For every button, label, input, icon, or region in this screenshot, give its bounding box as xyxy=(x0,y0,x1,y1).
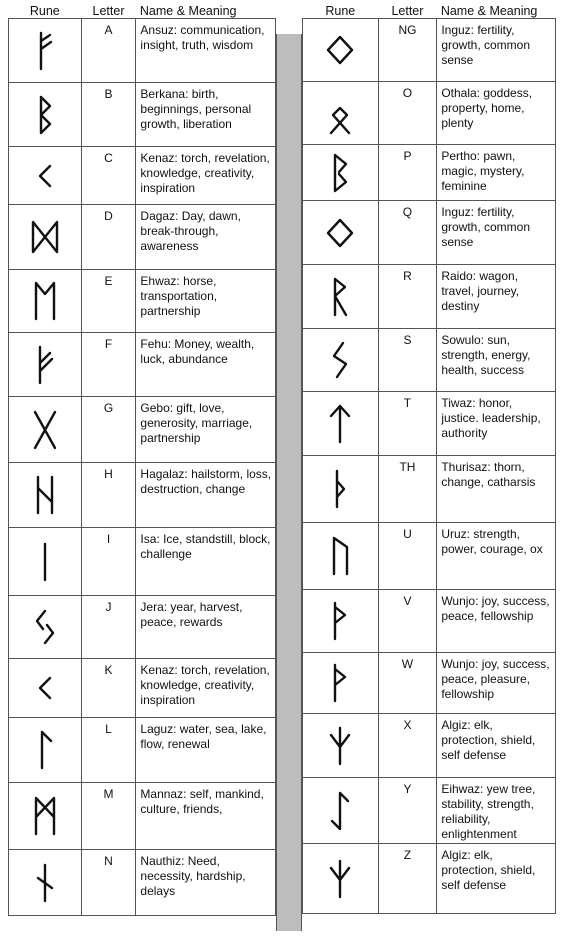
meaning-cell: Dagaz: Day, dawn, break-through, awareness xyxy=(136,205,276,270)
meaning-cell: Gebo: gift, love, generosity, marriage, partnership xyxy=(136,397,276,463)
letter-cell: A xyxy=(81,19,136,83)
rune-row xyxy=(303,201,556,265)
kenaz-rune-icon xyxy=(30,153,60,199)
rune-row xyxy=(9,83,276,147)
meaning-cell: Wunjo: joy, success, peace, fellowship xyxy=(437,590,556,653)
rune-row xyxy=(303,778,556,844)
dagaz-rune-icon xyxy=(30,214,60,260)
rune-row xyxy=(9,205,276,270)
letter-cell: NG xyxy=(378,19,437,82)
meaning-cell: Berkana: birth, beginnings, personal growth, liberation xyxy=(136,83,276,147)
rune-row xyxy=(303,653,556,714)
inguz-rune-icon xyxy=(325,210,355,256)
hagalaz-rune-icon xyxy=(30,472,60,518)
letter-cell: O xyxy=(378,82,437,145)
meaning-cell: Laguz: water, sea, lake, flow, renewal xyxy=(136,718,276,783)
letter-cell: W xyxy=(378,653,437,714)
eihwaz-rune-icon xyxy=(325,788,355,834)
rune-cell xyxy=(303,590,379,653)
rune-cell xyxy=(303,844,379,914)
meaning-cell: Pertho: pawn, magic, mystery, feminine xyxy=(437,145,556,201)
rune-cell xyxy=(303,456,379,523)
rune-row xyxy=(303,456,556,523)
rune-cell xyxy=(9,205,82,270)
letter-cell: C xyxy=(81,147,136,205)
rune-cell xyxy=(303,265,379,329)
header-letter: Letter xyxy=(391,4,424,18)
rune-row xyxy=(9,850,276,916)
rune-row xyxy=(303,329,556,392)
rune-row xyxy=(9,783,276,850)
rune-row xyxy=(9,270,276,333)
header-meaning: Name & Meaning xyxy=(139,4,237,18)
letter-cell: TH xyxy=(378,456,437,523)
rune-table-left xyxy=(8,0,276,916)
letter-cell: K xyxy=(81,659,136,718)
rune-cell xyxy=(9,397,82,463)
meaning-cell: Sowulo: sun, strength, energy, health, success xyxy=(437,329,556,392)
letter-cell: X xyxy=(378,714,437,778)
jera-rune-icon xyxy=(30,604,60,650)
meaning-cell: Inguz: fertility, growth, common sense xyxy=(437,19,556,82)
header-meaning: Name & Meaning xyxy=(440,4,538,18)
header-rune: Rune xyxy=(325,4,356,18)
rune-row xyxy=(9,147,276,205)
rune-row xyxy=(9,463,276,528)
column-divider xyxy=(276,34,302,931)
rune-cell xyxy=(9,333,82,397)
letter-cell: Z xyxy=(378,844,437,914)
meaning-cell: Uruz: strength, power, courage, ox xyxy=(437,523,556,590)
rune-cell xyxy=(303,329,379,392)
nauthiz-rune-icon xyxy=(30,860,60,906)
rune-row xyxy=(9,596,276,659)
letter-cell: Y xyxy=(378,778,437,844)
meaning-cell: Isa: Ice, standstill, block, challenge xyxy=(136,528,276,596)
meaning-cell: Kenaz: torch, revelation, knowledge, creativity, inspiration xyxy=(136,147,276,205)
letter-cell: P xyxy=(378,145,437,201)
rune-cell xyxy=(9,659,82,718)
rune-cell xyxy=(9,270,82,333)
rune-row xyxy=(303,714,556,778)
rune-cell xyxy=(9,147,82,205)
rune-row xyxy=(303,523,556,590)
rune-cell xyxy=(9,783,82,850)
letter-cell: F xyxy=(81,333,136,397)
letter-cell: L xyxy=(81,718,136,783)
algiz-rune-icon xyxy=(325,723,355,769)
rune-cell xyxy=(303,653,379,714)
rune-cell xyxy=(303,392,379,456)
meaning-cell: Hagalaz: hailstorm, loss, destruction, change xyxy=(136,463,276,528)
header-letter: Letter xyxy=(92,4,125,18)
rune-row xyxy=(303,145,556,201)
meaning-cell: Ehwaz: horse, transportation, partnership xyxy=(136,270,276,333)
tiwaz-rune-icon xyxy=(325,401,355,447)
letter-cell: J xyxy=(81,596,136,659)
pertho-rune-icon xyxy=(325,150,355,196)
ehwaz-rune-icon xyxy=(30,278,60,324)
rune-cell xyxy=(303,714,379,778)
rune-row xyxy=(303,590,556,653)
meaning-cell: Jera: year, harvest, peace, rewards xyxy=(136,596,276,659)
header-rune: Rune xyxy=(29,4,60,18)
rune-row xyxy=(303,844,556,914)
rune-cell xyxy=(303,201,379,265)
letter-cell: Q xyxy=(378,201,437,265)
meaning-cell: Othala: goddess, property, home, plenty xyxy=(437,82,556,145)
othala-rune-icon xyxy=(325,90,355,136)
meaning-cell: Eihwaz: yew tree, stability, strength, reliability, enlightenment xyxy=(437,778,556,844)
meaning-cell: Nauthiz: Need, necessity, hardship, delays xyxy=(136,850,276,916)
letter-cell: I xyxy=(81,528,136,596)
letter-cell: V xyxy=(378,590,437,653)
rune-cell xyxy=(9,850,82,916)
berkana-rune-icon xyxy=(30,92,60,138)
rune-row xyxy=(303,265,556,329)
meaning-cell: Algiz: elk, protection, shield, self defense xyxy=(437,714,556,778)
letter-cell: H xyxy=(81,463,136,528)
meaning-cell: Inguz: fertility, growth, common sense xyxy=(437,201,556,265)
mannaz-rune-icon xyxy=(30,793,60,839)
meaning-cell: Mannaz: self, mankind, culture, friends, xyxy=(136,783,276,850)
rune-table-right xyxy=(302,0,556,914)
ansuz-rune-icon xyxy=(30,28,60,74)
header-row xyxy=(303,0,556,19)
rune-cell xyxy=(303,145,379,201)
rune-table-left-grid xyxy=(8,0,276,916)
rune-cell xyxy=(9,718,82,783)
meaning-cell: Algiz: elk, protection, shield, self defense xyxy=(437,844,556,914)
sowulo-rune-icon xyxy=(325,337,355,383)
rune-row xyxy=(9,718,276,783)
meaning-cell: Kenaz: torch, revelation, knowledge, creativity, inspiration xyxy=(136,659,276,718)
fehu-rune-icon xyxy=(30,342,60,388)
rune-row xyxy=(9,333,276,397)
laguz-rune-icon xyxy=(30,727,60,773)
letter-cell: E xyxy=(81,270,136,333)
meaning-cell: Fehu: Money, wealth, luck, abundance xyxy=(136,333,276,397)
inguz-rune-icon xyxy=(325,27,355,73)
kenaz-rune-icon xyxy=(30,665,60,711)
meaning-cell: Ansuz: communication, insight, truth, wisdom xyxy=(136,19,276,83)
letter-cell: S xyxy=(378,329,437,392)
meaning-cell: Thurisaz: thorn, change, catharsis xyxy=(437,456,556,523)
rune-cell xyxy=(9,83,82,147)
isa-rune-icon xyxy=(30,539,60,585)
letter-cell: G xyxy=(81,397,136,463)
gebo-rune-icon xyxy=(30,407,60,453)
meaning-cell: Tiwaz: honor, justice. leadership, authority xyxy=(437,392,556,456)
meaning-cell: Raido: wagon, travel, journey, destiny xyxy=(437,265,556,329)
rune-cell xyxy=(9,528,82,596)
rune-cell xyxy=(9,19,82,83)
letter-cell: B xyxy=(81,83,136,147)
letter-cell: M xyxy=(81,783,136,850)
wunjo-rune-icon xyxy=(325,598,355,644)
rune-cell xyxy=(9,596,82,659)
rune-row xyxy=(303,392,556,456)
letter-cell: N xyxy=(81,850,136,916)
uruz-rune-icon xyxy=(325,533,355,579)
rune-cell xyxy=(303,778,379,844)
rune-cell xyxy=(303,19,379,82)
rune-row xyxy=(9,528,276,596)
letter-cell: D xyxy=(81,205,136,270)
raido-rune-icon xyxy=(325,274,355,320)
rune-table-right-grid xyxy=(302,0,556,914)
rune-row xyxy=(9,659,276,718)
thurisaz-rune-icon xyxy=(325,466,355,512)
rune-cell xyxy=(303,82,379,145)
rune-row xyxy=(9,397,276,463)
meaning-cell: Wunjo: joy, success, peace, pleasure, fellowship xyxy=(437,653,556,714)
rune-row xyxy=(9,19,276,83)
rune-row xyxy=(303,19,556,82)
header-row xyxy=(9,0,276,19)
letter-cell: U xyxy=(378,523,437,590)
algiz-rune-icon xyxy=(325,856,355,902)
letter-cell: T xyxy=(378,392,437,456)
rune-cell xyxy=(9,463,82,528)
rune-cell xyxy=(303,523,379,590)
rune-row xyxy=(303,82,556,145)
wunjo-rune-icon xyxy=(325,660,355,706)
letter-cell: R xyxy=(378,265,437,329)
